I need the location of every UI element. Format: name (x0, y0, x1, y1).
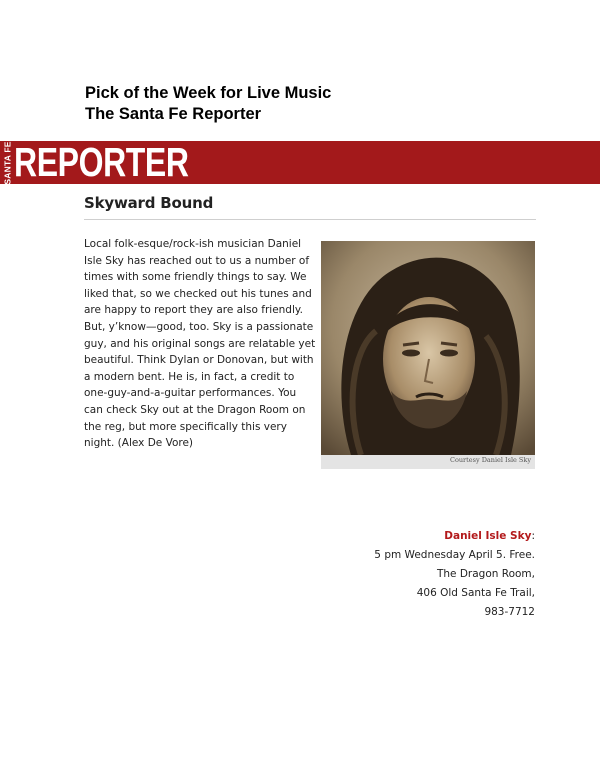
title-divider (84, 219, 536, 220)
masthead-banner (0, 141, 600, 184)
article-body: Local folk-esque/rock-ish musician Daniel Isle Sky has reached out to us a number of times with some friendly things to say. We liked that, so we checked out his tunes and are happy to report they are also friendly. But, y’know—good, too. Sky is a passionate guy, and his original songs are relatable yet beautiful. Think Dylan or Donovan, but with a modern bent. He is, in fact, a credit to one-guy-and-a-guitar performances. You can check Sky out at the Dragon Room on the reg, but more specifically this very night. (Alex De Vore) (84, 238, 316, 450)
header-line-1: Pick of the Week for Live Music (85, 84, 332, 102)
artist-photo (321, 241, 535, 455)
photo-caption: Courtesy Daniel Isle Sky (449, 456, 531, 464)
portrait-illustration (321, 241, 535, 455)
article-title: Skyward Bound (84, 194, 214, 212)
event-address: 406 Old Santa Fe Trail, (416, 587, 535, 599)
event-venue: The Dragon Room, (436, 568, 535, 580)
event-title-line (374, 527, 535, 546)
event-name-colon: : (531, 530, 535, 542)
header-line-2: The Santa Fe Reporter (85, 105, 262, 123)
event-time: 5 pm Wednesday April 5. Free. (374, 549, 535, 561)
event-name: Daniel Isle Sky (444, 530, 532, 542)
photo-caption-bar (321, 455, 535, 469)
masthead-santa-fe: SANTA FE (3, 140, 13, 185)
event-phone: 983-7712 (484, 606, 535, 618)
masthead-reporter-logo: REPORTER (14, 139, 189, 185)
event-details (374, 527, 535, 622)
header-title (85, 83, 331, 125)
